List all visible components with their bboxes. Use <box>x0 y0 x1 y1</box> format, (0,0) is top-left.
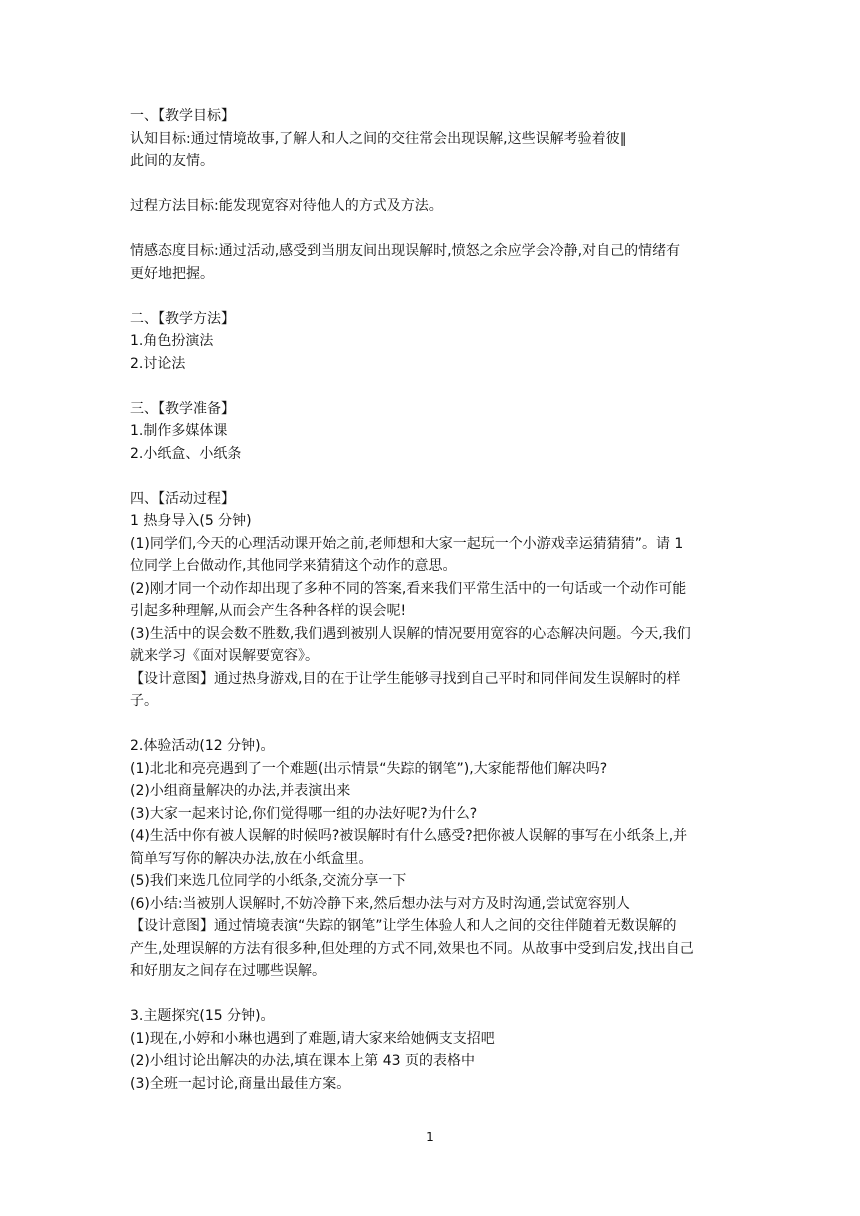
text-line: 1.角色扮演法 <box>130 333 214 349</box>
text-line: (2)刚才同一个动作却出现了多种不同的答案,看来我们平常生活中的一句话或一个动作可能 <box>130 580 687 597</box>
text-line: 简单写写你的解决办法,放在小纸盒里。 <box>130 850 373 867</box>
section-heading: 二、【教学方法】 <box>130 310 235 327</box>
text-line: 【设计意图】通过情境表演“失踪的钢笔”让学生体验人和人之间的交往伴随着无数误解的 <box>130 918 677 934</box>
text-line: (3)生活中的误会数不胜数,我们遇到被别人误解的情况要用宽容的心态解决问题。今天,我们 <box>130 625 691 642</box>
text-line: 认知目标:通过情境故事,了解人和人之间的交往常会出现误解,这些误解考验着彼∥ <box>130 130 627 147</box>
text-line: 就来学习《面对误解要宽容》。 <box>130 648 319 664</box>
text-line: 2.小纸盒、小纸条 <box>130 445 242 462</box>
text-line: (3)大家一起来讨论,你们觉得哪一组的办法好呢?为什么? <box>130 805 478 822</box>
section-heading: 一、【教学目标】 <box>130 108 235 124</box>
text-line: 产生,处理误解的方法有很多种,但处理的方式不同,效果也不同。从故事中受到启发,找出自己 <box>130 940 694 957</box>
text-line: 3.主题探究(15 分钟)。 <box>130 1008 275 1024</box>
text-line: 过程方法目标:能发现宽容对待他人的方式及方法。 <box>130 198 443 214</box>
text-line: (5)我们来选几位同学的小纸条,交流分享一下 <box>130 873 407 889</box>
text-line: (2)小组商量解决的办法,并表演出来 <box>130 783 351 799</box>
text-line: 位同学上台做动作,其他同学来猜猜这个动作的意思。 <box>130 558 457 574</box>
text-line: 【设计意图】通过热身游戏,目的在于让学生能够寻找到自己平时和同伴间发生误解时的样 <box>130 670 681 687</box>
text-line: (1)北北和亮亮遇到了一个难题(出示情景“失踪的钢笔”),大家能帮他们解决吗? <box>130 760 608 777</box>
text-line: (4)生活中你有被人误解的时候吗?被误解时有什么感受?把你被人误解的事写在小纸条上,并 <box>130 828 688 844</box>
text-line: (2)小组讨论出解决的办法,填在课本上第 43 页的表格中 <box>130 1053 475 1069</box>
text-line: (1)现在,小婷和小琳也遇到了难题,请大家来给她俩支支招吧 <box>130 1030 495 1047</box>
text-line: 引起多种理解,从而会产生各种各样的误会呢! <box>130 603 407 619</box>
text-line: (6)小结:当被别人误解时,不妨冷静下来,然后想办法与对方及时沟通,尝试宽容别人 <box>130 895 630 912</box>
page-number: 1 <box>426 1130 434 1144</box>
text-line: 2.讨论法 <box>130 355 186 372</box>
text-line: 此间的友情。 <box>130 153 214 169</box>
text-line: 2.体验活动(12 分钟)。 <box>130 738 275 754</box>
text-line: 1 热身导入(5 分钟) <box>130 513 252 529</box>
text-line: (1)同学们,今天的心理活动课开始之前,老师想和大家一起玩一个小游戏幸运猜猜猜”。请 1 <box>130 535 684 552</box>
text-line: 子。 <box>130 693 158 709</box>
section-heading: 四、【活动过程】 <box>130 490 235 507</box>
text-line: 和好朋友之间存在过哪些误解。 <box>130 963 326 979</box>
text-line: 更好地把握。 <box>130 265 214 282</box>
text-line: 情感态度目标:通过活动,感受到当朋友间出现误解时,愤怒之余应学会冷静,对自己的情绪有 <box>130 243 681 259</box>
text-line: (3)全班一起讨论,商量出最佳方案。 <box>130 1075 351 1092</box>
text-line: 1.制作多媒体课 <box>130 423 228 439</box>
section-heading: 三、【教学准备】 <box>130 400 235 417</box>
document-body <box>130 105 730 1095</box>
